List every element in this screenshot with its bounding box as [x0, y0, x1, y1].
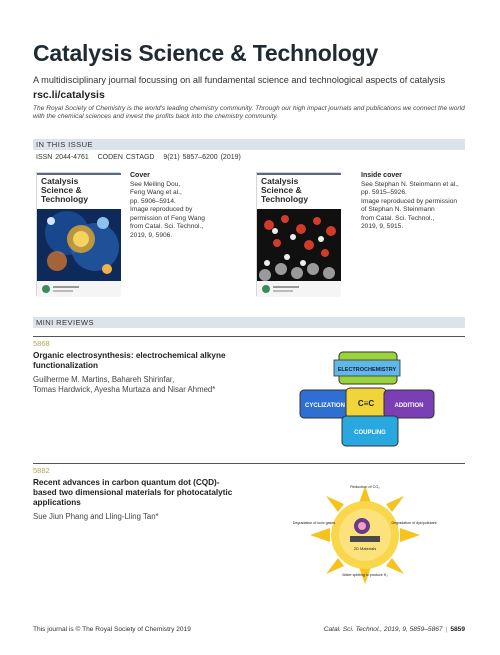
issn-line	[36, 154, 241, 161]
cover-line: from Catal. Sci. Technol.,	[130, 223, 204, 231]
footer-copyright: This journal is © The Royal Society of Chemistry 2019	[33, 626, 191, 633]
cover-line: 2019, 9, 5906.	[130, 231, 173, 239]
inside-cover-caption	[361, 172, 471, 232]
article-title-line: Recent advances in carbon quantum dot (CQD)-	[33, 478, 220, 487]
rsc-blurb: The Royal Society of Chemistry is the world's leading chemistry community. Through our high impact journals and publications we connect the world with the chemical sciences and invest the profits back into the chemistry community.	[33, 105, 465, 121]
cover-line: See Meiling Dou,	[130, 180, 181, 188]
article-authors-line: Sue Jiun Phang and Lling-Lling Tan*	[33, 512, 159, 521]
article-title-line: applications	[33, 498, 81, 507]
issn: ISSN 2044-4761	[36, 154, 89, 161]
article-title-line: Organic electrosynthesis: electrochemical alkyne	[33, 351, 226, 360]
diagram-label-bottom: Water splitting to produce H₂	[342, 573, 388, 577]
diagram-label-top: Reduction of CO₂	[350, 485, 380, 489]
cover-line: Image reproduced by	[130, 206, 193, 214]
cover-title-line-2: Science &	[41, 185, 82, 195]
mini-reviews-heading: MINI REVIEWS	[36, 318, 94, 327]
divider	[33, 336, 465, 337]
article-authors-line: Tomas Hardwick, Ayesha Murtaza and Nisar Ahmed*	[33, 384, 216, 394]
article-authors-line: Guilherme M. Martins, Bahareh Shirinfar,	[33, 375, 175, 384]
cqd-diagram	[292, 480, 437, 590]
puzzle-label-bottom: COUPLING	[354, 430, 386, 436]
puzzle-label-center: C≡C	[357, 399, 375, 408]
article-authors	[33, 512, 283, 522]
inside-cover-title-line-1: Catalysis	[261, 176, 299, 186]
diagram-label-right: Degradation of dye/pollutant	[391, 521, 437, 525]
cover-image	[36, 172, 120, 296]
in-this-issue-heading: IN THIS ISSUE	[36, 140, 93, 149]
cover-line: pp. 5906–5914.	[130, 197, 176, 205]
inside-cover-heading: Inside cover	[361, 172, 402, 179]
puzzle-label-right: ADDITION	[394, 403, 424, 409]
diagram-label-left: Degradation of toxic gases	[292, 521, 336, 525]
footer-citation	[324, 626, 465, 633]
cover-title-line-1: Catalysis	[41, 176, 79, 186]
coden: CODEN CSTAGD	[97, 154, 155, 161]
cover-line: permission of Feng Wang	[130, 214, 205, 222]
cover-heading: Cover	[130, 172, 150, 179]
journal-link[interactable]: rsc.li/catalysis	[33, 89, 105, 101]
inside-cover-line: pp. 5915–5926.	[361, 189, 407, 197]
journal-title: Catalysis Science & Technology	[33, 40, 379, 66]
puzzle-label-top: ELECTROCHEMISTRY	[337, 367, 397, 373]
cover-title-line-3: Technology	[41, 194, 89, 204]
article-title-line: based two dimensional materials for photocatalytic	[33, 488, 233, 497]
inside-cover-line: from Catal. Sci. Technol.,	[361, 214, 435, 222]
puzzle-graphic	[298, 350, 436, 450]
article-page-number[interactable]: 5882	[33, 466, 50, 475]
inside-cover-line: Image reproduced by permission	[361, 197, 458, 205]
divider	[33, 463, 465, 464]
article-authors	[33, 375, 283, 394]
journal-subtitle: A multidisciplinary journal focussing on all fundamental science and technological aspects of catalysis	[33, 75, 446, 85]
cover-caption	[130, 172, 230, 240]
article-title-line: functionalization	[33, 361, 99, 370]
cover-line: Feng Wang et al.,	[130, 189, 182, 197]
inside-cover-line: of Stephan N. Steinmann	[361, 206, 435, 214]
inside-cover-title-line-3: Technology	[261, 194, 309, 204]
article-page-number[interactable]: 5868	[33, 339, 50, 348]
footer-separator: |	[445, 626, 448, 633]
issue-range: 9(21) 5857–6200 (2019)	[163, 154, 241, 161]
footer-page-number: 5859	[450, 626, 465, 633]
diagram-label-center: 2D Materials	[353, 546, 377, 551]
mini-reviews-bar	[33, 317, 465, 328]
in-this-issue-bar	[33, 139, 465, 150]
article-title[interactable]	[33, 478, 263, 508]
article-title[interactable]	[33, 351, 263, 371]
inside-cover-image	[256, 172, 340, 296]
inside-cover-line: 2019, 9, 5915.	[361, 223, 404, 231]
puzzle-label-left: CYCLIZATION	[305, 403, 345, 409]
footer-citation-text: Catal. Sci. Technol., 2019, 9, 5859–5867	[323, 626, 443, 633]
inside-cover-title-line-2: Science &	[261, 185, 302, 195]
inside-cover-line: See Stephan N. Steinmann et al.,	[361, 180, 459, 188]
